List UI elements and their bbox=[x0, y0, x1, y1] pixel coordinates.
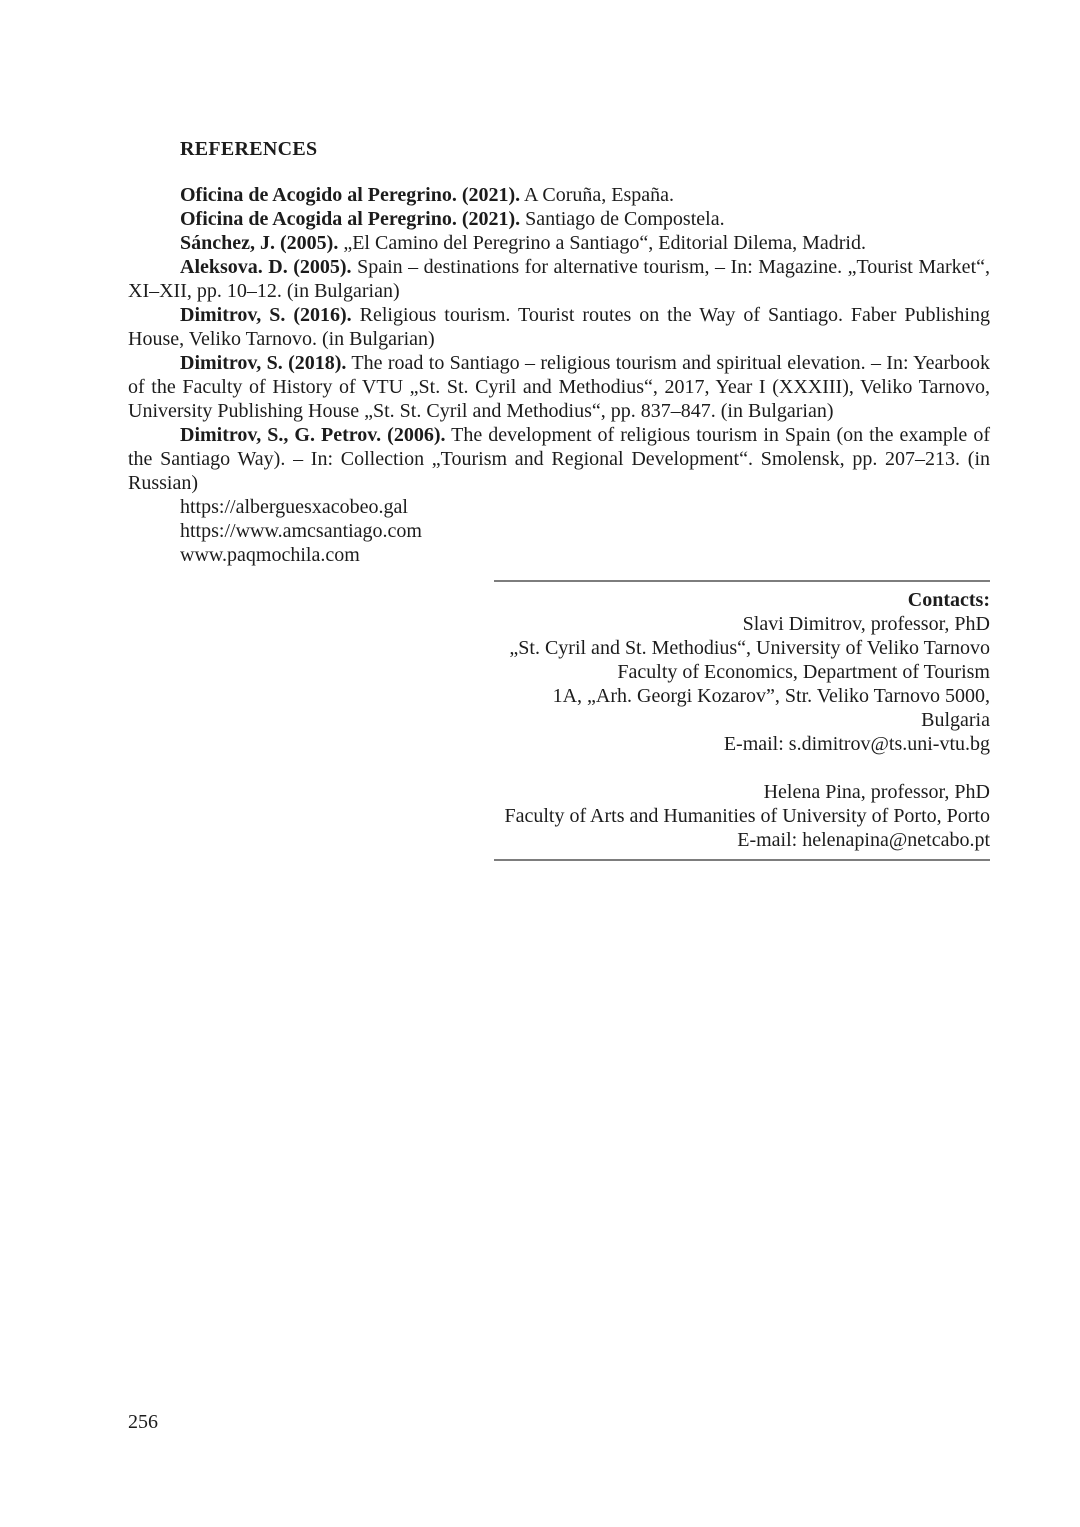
reference-item bbox=[128, 183, 990, 207]
reference-author: Aleksova. D. (2005). bbox=[180, 256, 352, 278]
reference-text: „El Camino del Peregrino a Santiago“, Editorial Dilema, Madrid. bbox=[338, 232, 866, 254]
reference-item bbox=[128, 207, 990, 231]
reference-item bbox=[128, 351, 990, 423]
reference-text: A Coruña, España. bbox=[520, 184, 675, 206]
reference-url: https://www.amcsantiago.com bbox=[180, 520, 422, 542]
reference-item bbox=[128, 423, 990, 495]
reference-author: Dimitrov, S., G. Petrov. (2006). bbox=[180, 424, 446, 446]
contacts-heading: Contacts: bbox=[907, 589, 990, 611]
reference-author: Oficina de Acogida al Peregrino. (2021). bbox=[180, 208, 521, 230]
reference-text: The road to Santiago – religious tourism and spiritual elevation. – In: Yearbook of the Faculty of History of VTU „St. St. Cyril and Methodius“, 2017, Year I (XXXIII), Veliko Tarnovo, University Publishing House „St. St. Cyril and Methodius“, pp. 837–847. (in Bulgarian) bbox=[128, 352, 990, 422]
contact-university: „St. Cyril and St. Methodius“, University of Veliko Tarnovo bbox=[509, 637, 990, 659]
reference-text: Religious tourism. Tourist routes on the Way of Santiago. Faber Publishing House, Veliko Tarnovo. (in Bulgarian) bbox=[128, 304, 990, 350]
contact-address: 1A, „Arh. Georgi Kozarov”, Str. Veliko Tarnovo 5000, Bulgaria bbox=[552, 685, 990, 731]
contacts-section bbox=[494, 580, 990, 861]
reference-text: Spain – destinations for alternative tourism, – In: Magazine. „Tourist Market“, XI–XII, pp. 10–12. (in Bulgarian) bbox=[128, 256, 990, 302]
contact-email: E-mail: s.dimitrov@ts.uni-vtu.bg bbox=[723, 733, 990, 755]
reference-author: Dimitrov, S. (2018). bbox=[180, 352, 347, 374]
contact-faculty: Faculty of Arts and Humanities of University of Porto, Porto bbox=[504, 805, 990, 827]
reference-text: The development of religious tourism in Spain (on the example of the Santiago Way). – In: Collection „Tourism and Regional Development“. Smolensk, pp. 207–213. (in Russian) bbox=[128, 424, 990, 494]
contact-name: Helena Pina, professor, PhD bbox=[763, 781, 990, 803]
reference-author: Sánchez, J. (2005). bbox=[180, 232, 339, 254]
spacer bbox=[494, 756, 990, 780]
reference-author: Dimitrov, S. (2016). bbox=[180, 304, 352, 326]
contact-faculty: Faculty of Economics, Department of Tourism bbox=[617, 661, 990, 683]
references-section bbox=[128, 137, 990, 567]
contact-name: Slavi Dimitrov, professor, PhD bbox=[742, 613, 990, 635]
reference-text: Santiago de Compostela. bbox=[520, 208, 725, 230]
reference-url: https://alberguesxacobeo.gal bbox=[180, 496, 408, 518]
reference-url: www.paqmochila.com bbox=[180, 544, 360, 566]
reference-author: Oficina de Acogido al Peregrino. (2021). bbox=[180, 184, 521, 206]
references-heading: REFERENCES bbox=[180, 138, 318, 160]
reference-item bbox=[128, 303, 990, 351]
reference-item bbox=[128, 255, 990, 303]
page-number: 256 bbox=[128, 1411, 158, 1433]
reference-item bbox=[128, 231, 990, 255]
contact-email: E-mail: helenapina@netcabo.pt bbox=[737, 829, 990, 851]
